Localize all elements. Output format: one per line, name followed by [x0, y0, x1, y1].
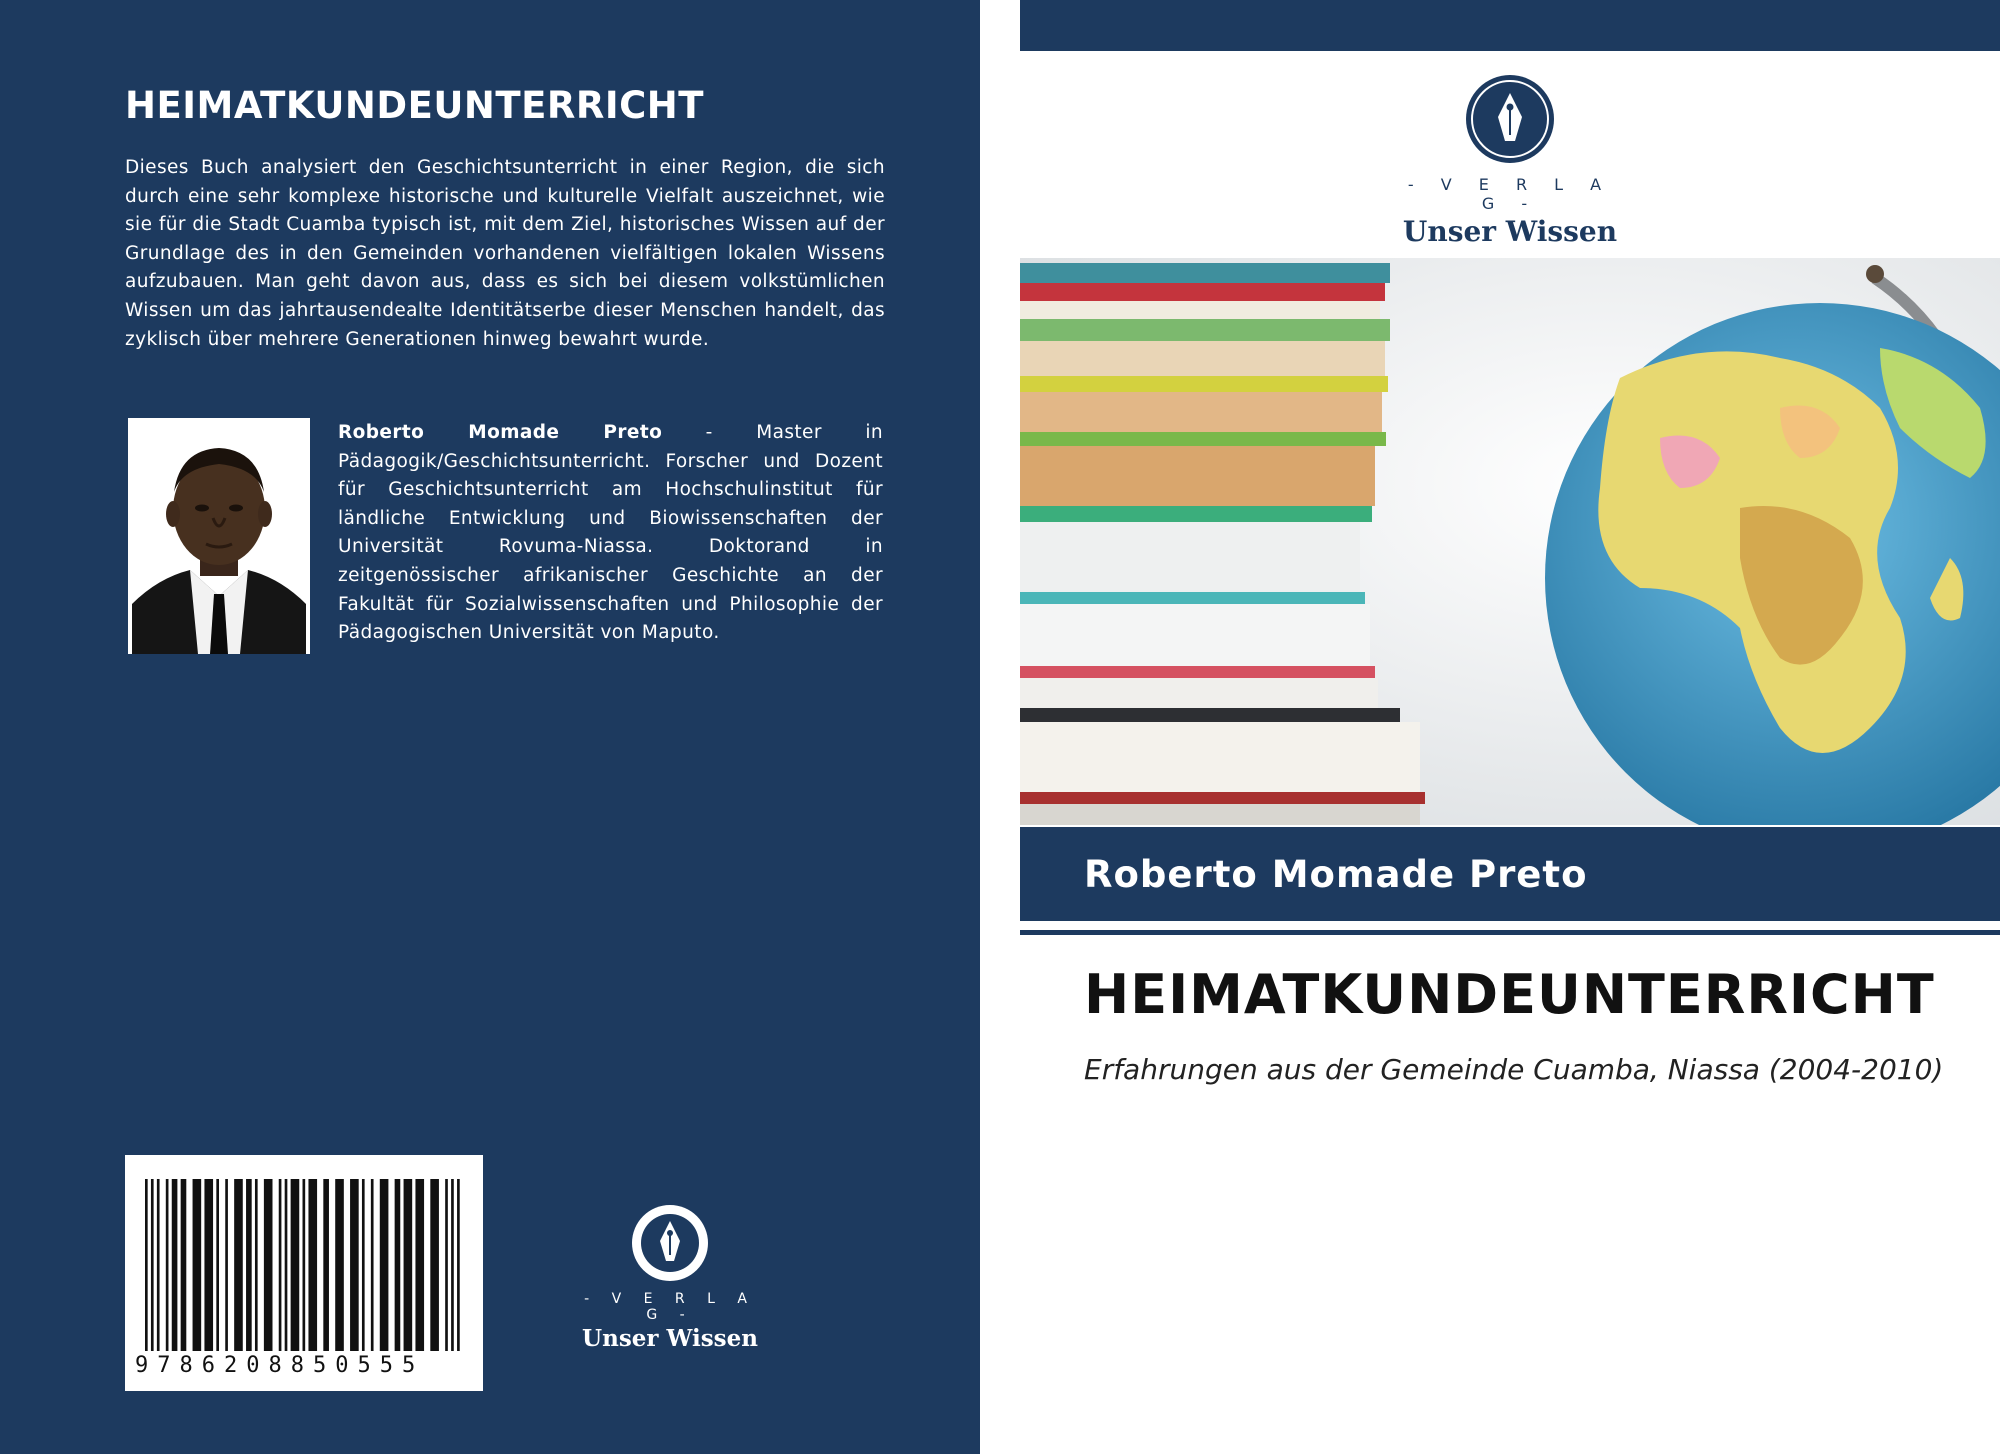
barcode-bar: [166, 1179, 169, 1351]
barcode-bar: [157, 1179, 160, 1351]
back-publisher-verlag: - V E R L A G -: [584, 1291, 756, 1323]
front-cover-title: HEIMATKUNDEUNTERRICHT: [1084, 963, 1935, 1026]
back-cover: [0, 0, 980, 1454]
front-cover: [1020, 0, 2000, 1454]
front-top-bar: [1020, 0, 2000, 51]
cover-image-books-and-globe: [1020, 258, 2000, 825]
front-cover-subtitle: Erfahrungen aus der Gemeinde Cuamba, Niassa (2004-2010): [1084, 1053, 1944, 1086]
back-publisher-name: Unser Wissen: [582, 1325, 758, 1352]
barcode-bar: [291, 1179, 300, 1351]
back-cover-title: HEIMATKUNDEUNTERRICHT: [125, 84, 704, 127]
author-photo: [128, 418, 310, 654]
barcode-bar: [350, 1179, 359, 1351]
barcode-bar: [151, 1179, 154, 1351]
barcode-bar: [285, 1179, 288, 1351]
barcode-bar: [303, 1179, 306, 1351]
barcode-bar: [279, 1179, 282, 1351]
front-publisher-verlag: - V E R L A G -: [1407, 175, 1613, 213]
barcode-bar: [404, 1179, 413, 1351]
front-publisher-name: Unser Wissen: [1402, 215, 1618, 248]
isbn-number: 9786208850555: [135, 1353, 425, 1378]
barcode-bar: [255, 1179, 258, 1351]
author-bio-text: - Master in Pädagogik/Geschichtsunterricht. Forscher und Dozent für Geschichtsunterricht am Hochschulinstitut für ländliche Entwicklung und Biowissenschaften der Universität Rovuma-Niassa. Doktorand in zeitgenössischer afrikanischer Geschichte an der Fakultät für Sozialwissenschaften und Philosophie der Pädagogischen Universität von Maputo.: [338, 422, 883, 644]
barcode-bar: [308, 1179, 317, 1351]
barcode-bar: [362, 1179, 365, 1351]
pen-nib-seal-icon: [630, 1203, 710, 1283]
barcode-bar: [371, 1179, 374, 1351]
barcode-bar: [380, 1179, 389, 1351]
books-globe-illustration: [1020, 258, 2000, 825]
barcode-bar: [451, 1179, 454, 1351]
front-divider: [1020, 930, 2000, 935]
barcode-bar: [145, 1179, 148, 1351]
barcode-bar: [216, 1179, 219, 1351]
front-author-name: Roberto Momade Preto: [1084, 853, 1588, 896]
front-author-band: [1020, 827, 2000, 921]
barcode-bar: [204, 1179, 213, 1351]
barcode-bar: [225, 1179, 228, 1351]
barcode-bars: [145, 1179, 463, 1355]
front-publisher-logo: [1390, 73, 1630, 248]
barcode-bar: [234, 1179, 243, 1351]
barcode-bar: [415, 1179, 424, 1351]
barcode-bar: [246, 1179, 252, 1351]
pen-nib-seal-icon: [1464, 73, 1556, 165]
barcode-bar: [430, 1179, 439, 1351]
barcode-bar: [264, 1179, 273, 1351]
barcode-bar: [323, 1179, 329, 1351]
isbn-barcode: [125, 1155, 483, 1391]
back-cover-blurb: Dieses Buch analysiert den Geschichtsunterricht in einer Region, die sich durch eine sehr komplexe historische und kulturelle Vielfalt auszeichnet, wie sie für die Stadt Cuamba typisch ist, mit dem Ziel, historisches Wissen auf der Grundlage des in den Gemeinden vorhandenen vielfältigen lokalen Wissens aufzubauen. Man geht davon aus, dass es sich bei diesem volkstümlichen Wissen um das jahrtausendealte Identitätserbe dieser Menschen handelt, das zyklisch über mehrere Generationen hinweg bewahrt wurde.: [125, 157, 885, 350]
author-bio: [338, 419, 883, 648]
barcode-bar: [172, 1179, 178, 1351]
author-portrait-illustration: [128, 418, 310, 654]
barcode-bar: [193, 1179, 202, 1351]
barcode-bar: [335, 1179, 344, 1351]
back-publisher-logo: [580, 1203, 760, 1352]
author-bio-name: Roberto Momade Preto: [338, 422, 663, 443]
barcode-bar: [395, 1179, 401, 1351]
barcode-bar: [181, 1179, 187, 1351]
barcode-bar: [445, 1179, 448, 1351]
barcode-bar: [457, 1179, 460, 1351]
